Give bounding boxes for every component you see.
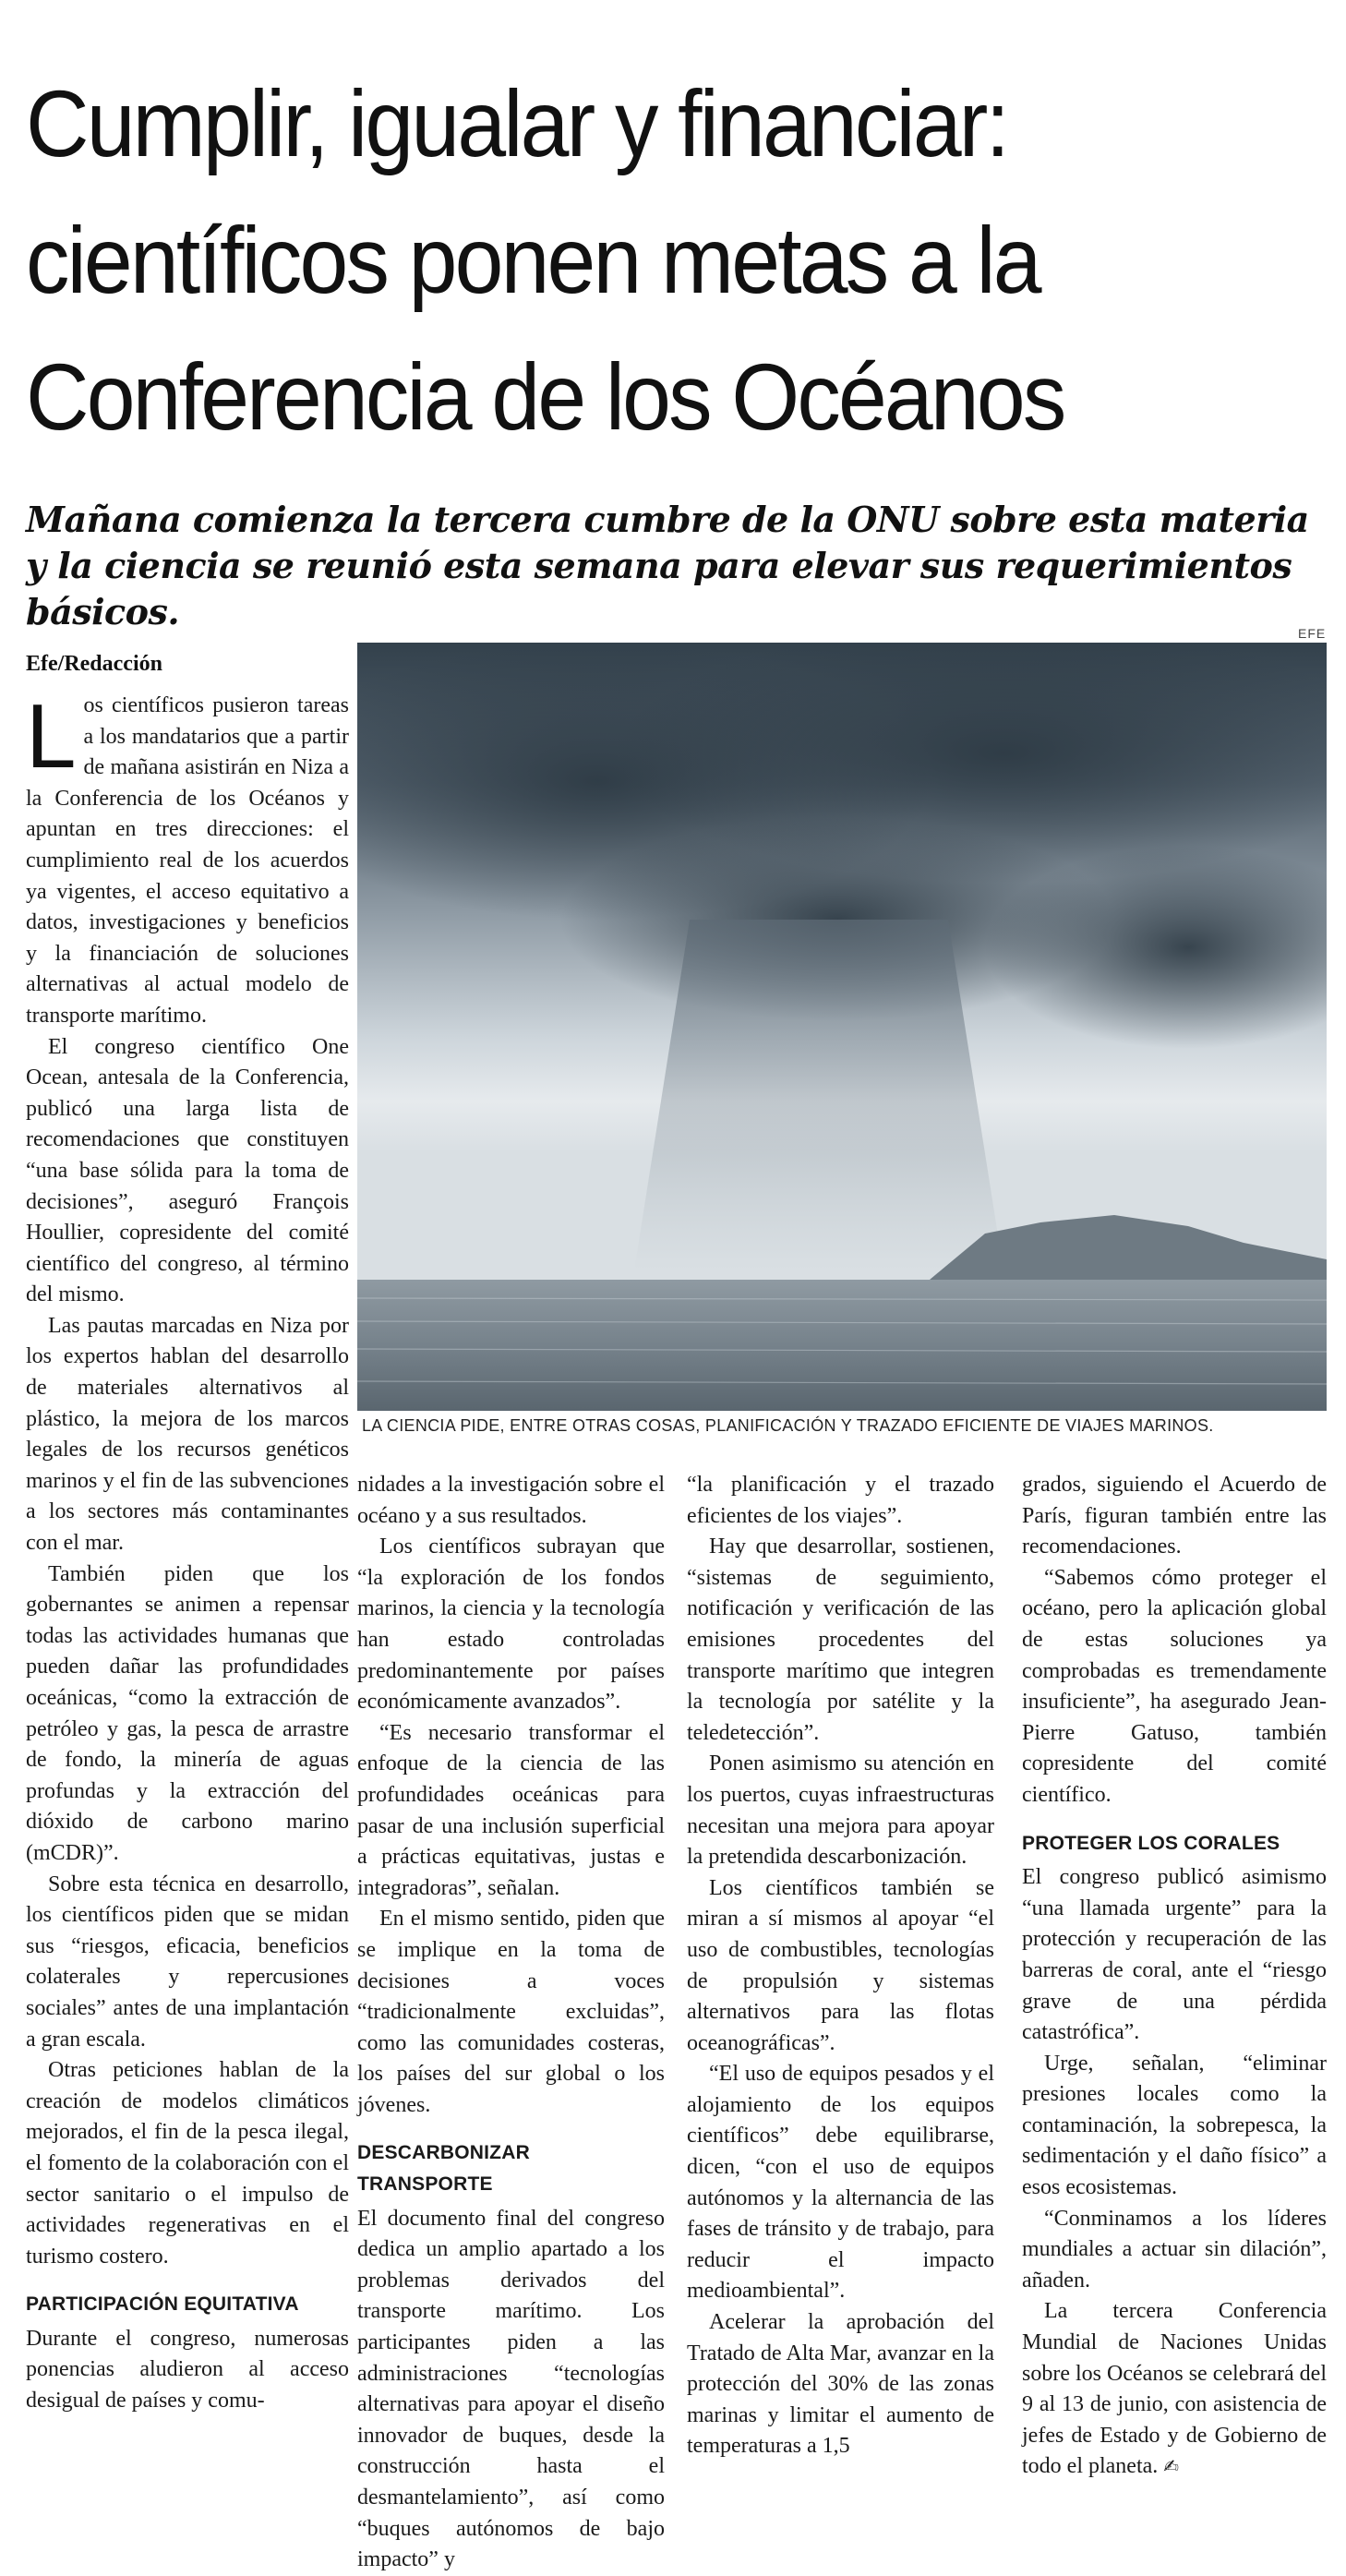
paragraph: “El uso de equipos pesados y el alojamiento de los equipos científicos” debe equilibrarse, dicen, “con el uso de equipos autónomos y la alternancia de las fases de tránsito y de trabajo, para reducir el impacto medioambiental”.	[687, 2062, 994, 2304]
end-of-article-icon: ✍	[1163, 2455, 1180, 2478]
paragraph: Acelerar la aprobación del Tratado de Alta Mar, avanzar en la protección del 30% de las zonas marinas y limitar el aumento de temperaturas a 1,5	[687, 2310, 994, 2459]
dropcap: L	[26, 685, 77, 787]
paragraph: También piden que los gobernantes se animen a repensar todas las actividades humanas que pueden dañar las profundidades oceánicas, “como la extracción de petróleo y gas, la pesca de arrastre de fondo, la minería de aguas profundas y la extracción del dióxido de carbono marino (mCDR)”.	[26, 1561, 349, 1865]
photo-caption: LA CIENCIA PIDE, ENTRE OTRAS COSAS, PLANIFICACIÓN Y TRAZADO EFICIENTE DE VIAJES MARINOS.	[362, 1416, 1214, 1435]
photo-illustration	[357, 643, 1327, 1411]
headline	[26, 55, 1236, 465]
paragraph: “la planificación y el trazado eficientes de los viajes”.	[687, 1473, 994, 1528]
paragraph: Sobre esta técnica en desarrollo, los científicos piden que se midan sus “riesgos, eficacia, beneficios colaterales y repercusiones sociales” antes de una implantación a gran escala.	[26, 1872, 349, 2052]
paragraph: Durante el congreso, numerosas ponencias aludieron al acceso desigual de países y comu-	[26, 2326, 349, 2413]
paragraph: Otras peticiones hablan de la creación de modelos climáticos mejorados, el fin de la pesca ilegal, el fomento de la colaboración con el sector sanitario o el impulso de actividades regenerativas en el turismo costero.	[26, 2058, 349, 2269]
paragraph: “Es necesario transformar el enfoque de la ciencia de las profundidades oceánicas para pasar de una inclusión superficial a prácticas equitativas, justas e integradoras”, señalan.	[357, 1720, 665, 1900]
photo-credit: EFE	[1298, 626, 1327, 641]
paragraph: Urge, señalan, “eliminar presiones locales como la contaminación, la sobrepesca, la sedimentación y el daño físico” a esos ecosistemas.	[1022, 2051, 1327, 2200]
paragraph-text: La tercera Conferencia Mundial de Naciones Unidas sobre los Océanos se celebrará del 9 al 13 de junio, con asistencia de jefes de Estado y de Gobierno de todo el planeta.	[1022, 2299, 1327, 2479]
headline-line-2: científicos ponen metas a la	[26, 208, 1040, 313]
paragraph-text: os científicos pusieron tareas a los mandatarios que a partir de mañana asistirán en Niza a la Conferencia de los Océanos y apuntan en tres direcciones: el cumplimiento real de los acuerdos ya vigentes, el acceso equitativo a datos, investigaciones y beneficios y la financiación de soluciones alternativas al actual modelo de transporte marítimo.	[26, 693, 349, 1028]
column-3	[687, 1470, 994, 2462]
paragraph: Ponen asimismo su atención en los puertos, cuyas infraestructuras necesitan una mejora para apoyar la pretendida descarbonización.	[687, 1751, 994, 1870]
paragraph: Las pautas marcadas en Niza por los expertos hablan del desarrollo de materiales alternativos al plástico, la mejora de los marcos legales de los recursos genéticos marinos y el fin de las subvenciones a los sectores más contaminantes con el mar.	[26, 1313, 349, 1556]
column-1	[26, 685, 349, 2417]
paragraph: El congreso publicó asimismo “una llamada urgente” para la protección y recuperación de las barreras de coral, ante el “riesgo grave de una pérdida catastrófica”.	[1022, 1865, 1327, 2045]
paragraph: Hay que desarrollar, sostienen, “sistemas de seguimiento, notificación y verificación de las emisiones procedentes del transporte marítimo que integren la tecnología por satélite y la teledetección”.	[687, 1535, 994, 1745]
byline: Efe/Redacción	[26, 652, 162, 676]
paragraph: nidades a la investigación sobre el océano y a sus resultados.	[357, 1473, 665, 1528]
paragraph	[26, 685, 349, 1032]
subheadline: Mañana comienza la tercera cumbre de la ONU sobre esta materia y la ciencia se reunió esta semana para elevar sus requerimientos básicos.	[26, 499, 1309, 632]
paragraph: Los científicos también se miran a sí mismos al apoyar “el uso de combustibles, tecnologías de propulsión y sistemas alternativos para las flotas oceanográficas”.	[687, 1875, 994, 2055]
paragraph: El congreso científico One Ocean, antesala de la Conferencia, publicó una larga lista de recomendaciones que constituyen “una base sólida para la toma de decisiones”, aseguró François Houllier, copresidente del comité científico del congreso, al término del mismo.	[26, 1034, 349, 1307]
section-heading: PARTICIPACIÓN EQUITATIVA	[26, 2293, 299, 2316]
storm-over-sea-photo	[357, 643, 1327, 1411]
paragraph: “Sabemos cómo proteger el océano, pero la aplicación global de estas soluciones ya comprobadas es tremendamente insuficiente”, ha asegurado Jean-Pierre Gatuso, también copresidente del comité científico.	[1022, 1565, 1327, 1807]
paragraph: Los científicos subrayan que “la exploración de los fondos marinos, la ciencia y la tecnología han estado controladas predominantemente por países económicamente avanzados”.	[357, 1535, 665, 1715]
paragraph: “Conminamos a los líderes mundiales a actuar sin dilación”, añaden.	[1022, 2206, 1327, 2293]
column-4	[1022, 1470, 1327, 2483]
headline-line-3: Conferencia de los Océanos	[26, 344, 1064, 450]
paragraph: En el mismo sentido, piden que se implique en la toma de decisiones a voces “tradicionalmente excluidas”, como las comunidades costeras, los países del sur global o los jóvenes.	[357, 1907, 665, 2117]
column-2	[357, 1470, 665, 2576]
paragraph	[1022, 2296, 1327, 2483]
headline-line-1: Cumplir, igualar y financiar:	[26, 71, 1008, 176]
paragraph: El documento final del congreso dedica un amplio apartado a los problemas derivados del transporte marítimo. Los participantes piden a las administraciones “tecnologías alternativas para apoyar el diseño innovador de buques, desde la construcción hasta el desmantelamiento”, así como “buques autónomos de bajo impacto” y	[357, 2206, 665, 2572]
section-heading: PROTEGER LOS CORALES	[1022, 1832, 1280, 1854]
paragraph: grados, siguiendo el Acuerdo de París, figuran también entre las recomendaciones.	[1022, 1473, 1327, 1559]
section-heading: DESCARBONIZAR TRANSPORTE	[357, 2142, 530, 2196]
